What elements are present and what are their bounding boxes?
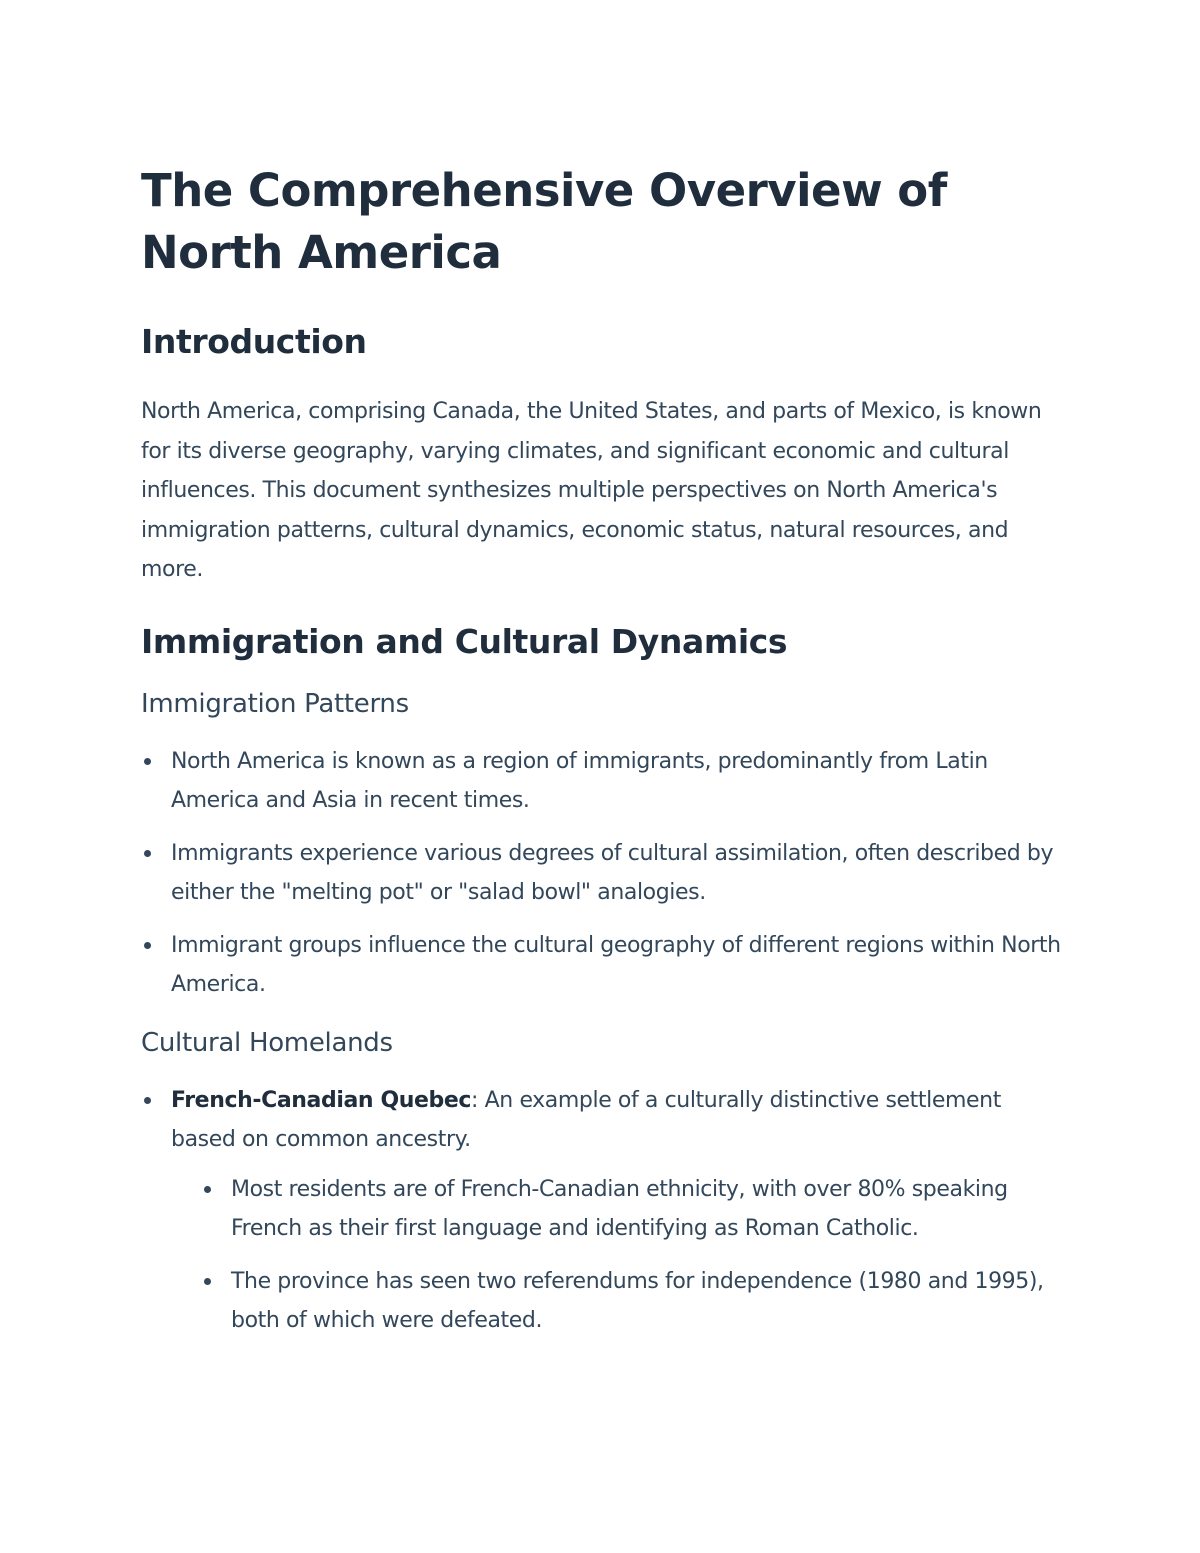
bullet-icon: [204, 1186, 211, 1193]
list-item-text: Immigrants experience various degrees of cultural assimilation, often described by either the "melting pot" or "salad bowl" analogies.: [171, 840, 1054, 905]
introduction-paragraph: North America, comprising Canada, the United States, and parts of Mexico, is known for its diverse geography, varying climates, and significant economic and cultural influences. This document synthesizes multiple perspectives on North America's immigration patterns, cultural dynamics, economic status, natural resources, and more.: [141, 399, 1042, 582]
immigration-section-heading: Immigration and Cultural Dynamics: [141, 621, 788, 661]
list-item-label: French-Canadian Quebec: [171, 1087, 472, 1113]
list-item-text: The province has seen two referendums for independence (1980 and 1995), both of which were defeated.: [231, 1268, 1044, 1333]
list-item-text: North America is known as a region of immigrants, predominantly from Latin America and Asia in recent times.: [171, 748, 988, 813]
list-item: [141, 834, 1061, 913]
nested-list-item: [201, 1170, 1061, 1249]
bullet-icon: [144, 942, 151, 949]
list-item: [141, 926, 1061, 1005]
bullet-icon: [144, 758, 151, 765]
list-item: [141, 1081, 1061, 1341]
list-item-text: : An example of a culturally distinctive settlement based on common ancestry.: [171, 1087, 1001, 1152]
document-page: [141, 160, 1061, 1341]
list-item-text: Immigrant groups influence the cultural geography of different regions within North America.: [171, 932, 1061, 997]
list-item: [141, 742, 1061, 821]
nested-list-item: [201, 1262, 1061, 1341]
immigration-patterns-heading: Immigration Patterns: [141, 688, 409, 719]
bullet-icon: [144, 850, 151, 857]
cultural-homelands-list: [141, 1081, 1061, 1341]
introduction-heading: Introduction: [141, 322, 367, 361]
bullet-icon: [204, 1278, 211, 1285]
document-title: The Comprehensive Overview of North America: [141, 164, 947, 279]
nested-list: [171, 1170, 1061, 1341]
immigration-patterns-list: [141, 742, 1061, 1005]
bullet-icon: [144, 1097, 151, 1104]
cultural-homelands-heading: Cultural Homelands: [141, 1027, 393, 1058]
list-item-text: Most residents are of French-Canadian ethnicity, with over 80% speaking French as their first language and identifying as Roman Catholic.: [231, 1176, 1008, 1241]
